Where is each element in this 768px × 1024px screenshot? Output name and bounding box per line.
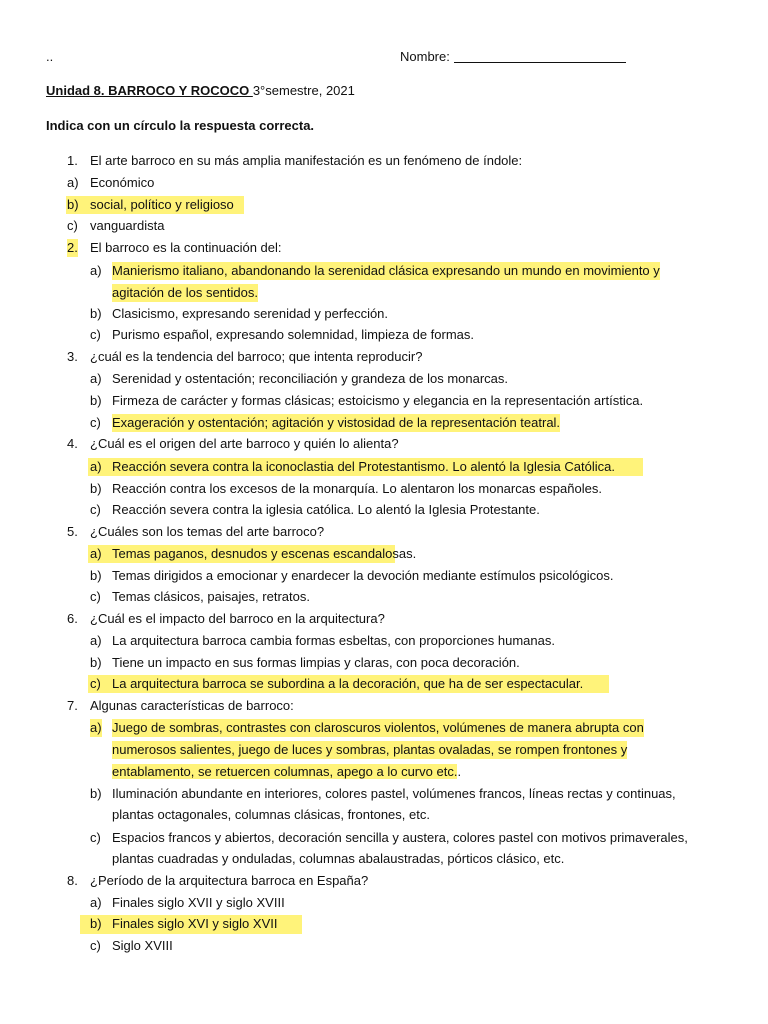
name-label: Nombre: [400, 49, 450, 64]
option-text: La arquitectura barroca cambia formas esbeltas, con proporciones humanas. [112, 633, 555, 648]
option-text: Clasicismo, expresando serenidad y perfección. [112, 306, 389, 321]
option-text: Iluminación abundante en interiores, colores pastel, volúmenes francos, líneas rectas y continuas, [112, 786, 676, 801]
option-letter: c) [90, 502, 101, 517]
semester-label: 3°semestre, 2021 [252, 83, 355, 98]
option-text: Reacción severa contra la iconoclastia del Protestantismo. Lo alentó la Iglesia Católica. [112, 459, 615, 474]
option-text-highlighted: Exageración y ostentación; agitación y vistosidad de la representación teatral. [112, 415, 561, 430]
option-letter: c) [90, 938, 101, 953]
name-field [400, 48, 626, 66]
q8-option-b-highlighted [80, 915, 302, 934]
option-text: Temas paganos, desnudos y escenas escandalosas. [112, 546, 417, 561]
option-text: plantas octagonales, columnas clásicas, frontones, etc. [112, 807, 430, 822]
option-text: social, político y religioso [90, 197, 234, 212]
option-letter: a) [90, 633, 102, 648]
option-letter: b) [90, 655, 102, 670]
q1-option-b-highlighted [66, 196, 244, 214]
option-text: vanguardista [90, 218, 165, 233]
option-text-highlighted: Juego de sombras, contrastes con claroscuros violentos, volúmenes de manera abrupta con [112, 720, 644, 735]
option-text-highlighted: entablamento, se retuercen columnas, apego a lo curvo etc. [112, 764, 458, 779]
question-text: ¿Cuál es el impacto del barroco en la arquitectura? [90, 611, 385, 626]
option-letter: a) [90, 371, 102, 386]
option-text: Finales siglo XVI y siglo XVII [112, 916, 278, 931]
option-letter: a) [90, 895, 102, 910]
option-letter: a) [90, 459, 102, 474]
option-text: Finales siglo XVII y siglo XVIII [112, 895, 285, 910]
option-text: La arquitectura barroca se subordina a la decoración, que ha de ser espectacular. [112, 676, 584, 691]
name-blank-line [454, 50, 626, 63]
option-text: Temas clásicos, paisajes, retratos. [112, 589, 310, 604]
q4-option-a-highlighted [88, 458, 643, 476]
option-letter: b) [90, 481, 102, 496]
option-letter: c) [90, 327, 101, 342]
option-text-highlighted: agitación de los sentidos. [112, 285, 258, 300]
option-text: Reacción contra los excesos de la monarquía. Lo alentaron los monarcas españoles. [112, 481, 602, 496]
option-text: Purismo español, expresando solemnidad, limpieza de formas. [112, 327, 475, 342]
option-letter: c) [67, 218, 78, 233]
option-letter: c) [90, 676, 101, 691]
option-text-highlighted: numerosos salientes, juego de luces y sombras, plantas ovaladas, se rompen frontones y [112, 742, 628, 757]
question-number: 5. [67, 524, 78, 539]
option-letter: b) [90, 916, 102, 931]
question-number: 4. [67, 436, 78, 451]
option-text: Económico [90, 175, 155, 190]
q5-option-a-highlighted [88, 545, 417, 563]
question-text: El barroco es la continuación del: [90, 240, 282, 255]
question-text: El arte barroco en su más amplia manifestación es un fenómeno de índole: [90, 153, 523, 168]
option-text: Reacción severa contra la iglesia católica. Lo alentó la Iglesia Protestante. [112, 502, 540, 517]
option-letter: c) [90, 415, 101, 430]
option-letter: b) [90, 568, 102, 583]
option-text: Tiene un impacto en sus formas limpias y claras, con poca decoración. [112, 655, 520, 670]
question-number: 1. [67, 153, 78, 168]
question-text: Algunas características de barroco: [90, 698, 294, 713]
option-text: Temas dirigidos a emocionar y enardecer la devoción mediante estímulos psicológicos. [112, 568, 614, 583]
option-text: Siglo XVIII [112, 938, 173, 953]
option-text: Serenidad y ostentación; reconciliación y grandeza de los monarcas. [112, 371, 509, 386]
option-letter: b) [90, 306, 102, 321]
option-text: Firmeza de carácter y formas clásicas; estoicismo y elegancia en la representación artística. [112, 393, 644, 408]
question-text: ¿Período de la arquitectura barroca en España? [90, 873, 369, 888]
question-number: 3. [67, 349, 78, 364]
unit-heading [46, 82, 355, 100]
option-letter: a) [90, 263, 102, 278]
option-letter: a) [90, 720, 102, 735]
question-number: 6. [67, 611, 78, 626]
instruction: Indica con un círculo la respuesta correcta. [46, 118, 315, 133]
option-letter: b) [67, 197, 79, 212]
question-number: 2. [67, 240, 78, 255]
question-text: ¿Cuáles son los temas del arte barroco? [90, 524, 325, 539]
question-number: 8. [67, 873, 78, 888]
option-text: plantas cuadradas y onduladas, columnas abalaustradas, pórticos clásico, etc. [112, 851, 565, 866]
question-text: ¿cuál es la tendencia del barroco; que intenta reproducir? [90, 349, 423, 364]
header-dots: .. [46, 49, 54, 64]
option-letter: a) [67, 175, 79, 190]
question-number: 7. [67, 698, 78, 713]
unit-title: Unidad 8. BARROCO Y ROCOCO [46, 83, 253, 98]
option-letter: c) [90, 589, 101, 604]
option-text: Espacios francos y abiertos, decoración sencilla y austera, colores pastel con motivos primaverales, [112, 830, 688, 845]
option-letter: b) [90, 393, 102, 408]
option-letter: b) [90, 786, 102, 801]
q6-option-c-highlighted [88, 675, 609, 693]
option-letter: c) [90, 830, 101, 845]
option-text-highlighted: Manierismo italiano, abandonando la serenidad clásica expresando un mundo en movimiento y [112, 263, 660, 278]
question-text: ¿Cuál es el origen del arte barroco y quién lo alienta? [90, 436, 399, 451]
option-text-tail: . [457, 764, 462, 779]
option-letter: a) [90, 546, 102, 561]
